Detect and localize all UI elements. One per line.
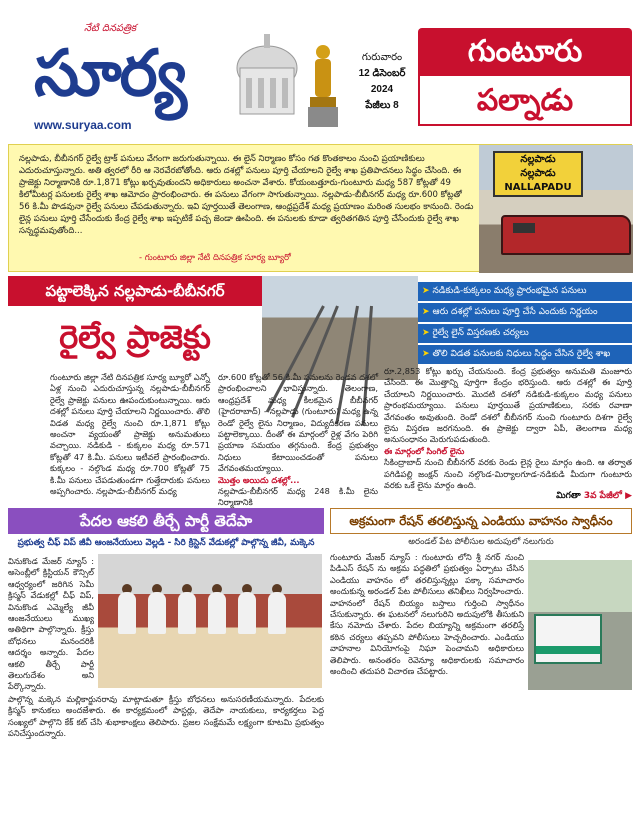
ration-story-body	[330, 552, 524, 822]
edition-region	[418, 28, 632, 126]
sign-line-3: NALLAPADU	[504, 182, 572, 193]
article-column-2	[218, 372, 378, 508]
column-3-text: రూ.2,853 కోట్లు ఖర్చు చేయనుంది. కేంద్ర ప్రభుత్వం అనుమతి మంజూరు చేసింది. ఈ మొత్తాన్ని పూర్తిగా కేంద్రం భరిస్తుంది. ఆరు దశల్లో ఈ పూర్తి చేయాలని నిర్ణయించారు. మొదటి దశలో నడికుడి-కుక్కలం మధ్య పనులు ప్రారంభమయ్యాయి. పనులు పూర్తయితే ప్రయాణికులు, సరకు రవాణా వేగవంతం అవుతుంది. రెండో దశలో బీబీనగర్ నుంచి గుంటూరు దిశగా రైల్వే లైను విస్తరణ జరగనుంది. ఈ ప్రాజెక్టు ద్వారా ఏపీ, తెలంగాణ మధ్య అనుసంధానం మెరుగుపడుతుంది.	[384, 366, 632, 445]
bullet-text: రైల్వే లైన్ విస్తరణకు చర్యలు	[432, 328, 529, 338]
meeting-photo[interactable]	[98, 554, 322, 688]
golden-statue-icon	[306, 40, 340, 128]
site-url-link[interactable]: www.suryaa.com	[34, 118, 132, 132]
tdp-story-headline: పేదల ఆకలి తీర్చే పార్టీ తెదేపా	[8, 508, 324, 534]
locomotive-image	[501, 215, 631, 255]
tdp-story-column-b	[8, 694, 324, 824]
sign-line-2: నల్లపాడు	[520, 168, 556, 179]
bullet-item	[418, 303, 632, 322]
column-1-text: గుంటూరు జిల్లా నేటి దినపత్రిక సూర్య బ్యూరో ఎన్నో ఏళ్ల నుంచి ఎదురుచూస్తున్న నల్లపాడు-బీబీనగర్ రైల్వే ప్రాజెక్టు పనులు ఊపందుకుంటున్నాయి. ఆరు దశల్లో పనులు పూర్తి చేయాలని నిర్ణయించారు. తొలి విడత మధ్య రైల్వే నుంచి రూ.1,871 కోట్లు అంచనా వ్యయంతో ప్రాజెక్టు అనుమతులు వచ్చాయి. నడికుడి - కుక్కలం మధ్య రూ.571 కోట్లతో 47 కి.మీ. పనులు ఇటీవలే ప్రారంభించారు. కుక్కలం - నల్గొండ మధ్య రూ.700 కోట్లతో 75 కి.మీ పనులు చేపడుతుండగా గుత్తేదారుకు పనులు అప్పగించారు. నల్లపాడు-బీబీనగర్ మధ్య	[50, 372, 210, 497]
bullet-item	[418, 345, 632, 364]
bullet-item	[418, 282, 632, 301]
headline-kicker: పట్టాలెక్కిన నల్లపాడు-బీబీనగర్	[8, 276, 262, 306]
railway-tracks-photo[interactable]	[262, 276, 418, 380]
continued-page: 3వ పేజీలో	[583, 491, 622, 501]
issue-date: 12 డిసెంబర్	[358, 68, 406, 79]
logo-wordmark: సూర్య	[34, 36, 185, 111]
bullet-text: నడికుడి-కుక్కలం మధ్య ప్రారంభమైన పనులు	[432, 286, 587, 296]
tdp-story-column-a	[8, 556, 94, 692]
dome-building-icon	[232, 28, 302, 124]
headline-block	[8, 276, 262, 366]
page-count: పేజీలు 8	[365, 100, 399, 111]
column-2-text: రూ.600 కోట్లతో 56 కి.మీ పనులను రెండవ దశలో ప్రారంభించాలని భావిస్తున్నారు. తెలంగాణ, ఆంధ్రప్రదేశ్ మధ్య కీలకమైన బీబీనగర్ (హైదరాబాద్) - నల్లపాడు (గుంటూరు) మధ్య ఉన్న రెండో రైల్వే లైను నిర్మాణం, విద్యుదీకరణ పనులు పట్టాలెక్కాయి. దీంతో ఈ మార్గంలో రైళ్ల వేగం పెరిగి ప్రయాణ సమయం తగ్గనుంది. కేంద్ర ప్రభుత్వం నిధులు కేటాయించడంతో పనులు వేగవంతమయ్యాయి.	[218, 372, 378, 474]
continued-label: మిగతా	[556, 491, 581, 501]
ration-story-text: గుంటూరు మేజర్ న్యూస్ : గుంటూరు లోని శ్రీ నగర్ నుంచి పిడిఎస్ రేషన్ ను అక్రమ పద్ధతిలో ప్రభుత్వం ఏర్పాటు చేసిన ఎండియు వాహనం లో తరలిస్తున్నట్లు పక్కా సమాచారం అందుకున్న అరండల్ పేట పోలీసులు తనిఖీలు నిర్వహించారు. వాహనంలో రేషన్ బియ్యం బస్తాలు గుర్తించి స్వాధీనం చేసుకున్నారు. ఈ ఘటనలో నలుగురిని అదుపులోకి తీసుకుని కేసు నమోదు చేశారు. పేదల బియ్యాన్ని అక్రమంగా తరలిస్తే కఠిన చర్యలు తప్పవని పోలీసులు హెచ్చరించారు. ఎండియు వాహనాల వినియోగంపై నిఘా పెంచామని అధికారులు తెలిపారు. అనంతరం రెవెన్యూ అధికారులకు సమాచారం అందించి తదుపరి విచారణ చేపట్టారు.	[330, 552, 524, 677]
arrow-icon: ➤	[422, 328, 430, 338]
lead-story-box	[8, 144, 632, 272]
arrow-right-icon: ▶	[625, 491, 632, 501]
headline-bullets	[418, 282, 632, 366]
van-photo[interactable]	[528, 560, 632, 690]
bullet-text: తొలి విడత పనులకు నిధులు సిద్ధం చేసిన రైల్వే శాఖ	[432, 349, 611, 359]
arrow-icon: ➤	[422, 307, 430, 317]
edition-city: గుంటూరు	[418, 28, 632, 76]
bullet-item	[418, 324, 632, 343]
column-2-tail: నల్లపాడు-బీబీనగర్ మధ్య 248 కి.మీ లైను నిర్మాణానికి	[218, 486, 378, 508]
headline-main: రైల్వే ప్రాజెక్టు	[8, 308, 262, 366]
lead-story-byline: - గుంటూరు జిల్లా నేటి దినపత్రిక సూర్య బ్యూరో	[139, 253, 291, 263]
article-column-1	[50, 372, 210, 502]
column-2-subhead: మొత్తం అయిదు దశల్లో...	[218, 474, 300, 485]
tdp-story-text-b: పాల్గొన్న మక్కెన మల్లికార్జునరావు మాట్లాడుతూ క్రీస్తు బోధనలు అనుసరణీయమన్నారు. పేదలకు క్రిస్మస్ కానుకలు అందజేశారు. ఈ కార్యక్రమంలో పాస్టర్లు, తెదేపా నాయకులు, కార్యకర్తలు పెద్ద సంఖ్యలో పాల్గొని కేక్ కట్ చేసి శుభాకాంక్షలు తెలిపారు. ప్రజల సంక్షేమమే లక్ష్యంగా కూటమి ప్రభుత్వం పనిచేస్తుందన్నారు.	[8, 694, 324, 739]
ration-story-headline: అక్రమంగా రేషన్ తరలిస్తున్న ఎండియు వాహనం స్వాధీనం	[330, 508, 632, 534]
issue-day: గురువారం	[361, 52, 403, 63]
tdp-story-text-a: వినుకొండ మేజర్ న్యూస్ : అసెంబ్లీలో క్రిస్టియన్ కౌన్సిల్ ఆధ్వర్యంలో జరిగిన సెమీ క్రిస్మస్ వేడుకల్లో చీఫ్ విప్, వినుకొండ ఎమ్మెల్యే జీవీ ఆంజనేయులు ముఖ్య అతిథిగా పాల్గొన్నారు. క్రీస్తు బోధనలు మనందరికీ ఆదర్శం అన్నారు. పేదల ఆకలి తీర్చే పార్టీ తెలుగుదేశం అని పేర్కొన్నారు.	[8, 556, 94, 692]
masthead	[0, 0, 640, 140]
lead-story-body: నల్లపాడు, బీబీనగర్ రైల్వే ట్రాక్ పనులు వేగంగా జరుగుతున్నాయి. ఈ లైన్ నిర్మాణం కోసం గత కొంతకాలం నుంచి ప్రయాణికులు ఎదురుచూస్తున్నారు. అతి త్వరలో రీరి ఆ నెరవేరబోతోంది. ఆరు దశల్లో పనులు పూర్తి చేయాలని రైల్వే శాఖ ప్రతిపాదనలు సిద్ధం చేసింది. ఈ ప్రాజెక్టు నిర్మాణానికి రూ.1,871 కోట్లు ఖర్చవుతుందని అధికారులు అంచనా వేశారు. కోయంబత్తూరు-గుంటూరు మధ్య 587 కోట్లతో 49 కిలోమీటర్ల పనులకు రైల్వే శాఖ ఆమోదం ప్రారంభించారు. ఈ పనులు వేగంగా సాగుతున్నాయి. నల్లపాడు-బీబీనగర్ మధ్య రూ.600 కోట్లతో 56 కి.మీ పొడవునా రైల్వే పనులు చేపడుతున్నారు. ఇవి పూర్తయితే తెలంగాణ, ఆంధ్రప్రదేశ్ మధ్య ప్రయాణం మరింత సులభం కానుంది. రెండు లైన్ల పనులు పూర్తి చేసేందుకు కేంద్ర రైల్వే శాఖ ఇప్పటికే పచ్చ జెండా ఊపింది. ఈ పనులకు కూడా త్వరితగతిన పూర్తి చేసేందుకు రైల్వే శాఖ సన్నద్ధమవుతోంది...	[19, 154, 474, 236]
station-sign	[493, 151, 583, 197]
date-block	[350, 50, 414, 114]
logo-tagline: నేటి దినపత్రిక	[84, 23, 137, 34]
sign-line-1: నల్లపాడు	[520, 154, 556, 165]
station-photo[interactable]	[479, 145, 633, 273]
article-column-3	[384, 366, 632, 491]
issue-year: 2024	[370, 84, 394, 95]
bullet-text: ఆరు దశల్లో పనులు పూర్తి చేసే ఎందుకు నిర్ణయం	[432, 307, 598, 317]
column-3-subhead: ఈ మార్గంలో సింగిల్ లైను	[384, 445, 465, 456]
ration-story-subhead: అరండల్ పేట పోలీసుల అదుపులో నలుగురు	[408, 537, 554, 547]
van-image	[534, 614, 602, 664]
arrow-icon: ➤	[422, 286, 430, 296]
arrow-icon: ➤	[422, 349, 430, 359]
column-3-tail: సికింద్రాబాద్ నుంచి బీబీనగర్ వరకు రెండు లైన్ల రైలు మార్గం ఉంది. ఆ తర్వాత పగిడిపల్లి జంక్షన్ నుంచి నల్గొండ-మిర్యాలగూడ-నడికుడి మీదుగా గుంటూరు వరకు ఒకే లైను మార్గం ఉంది.	[384, 457, 632, 491]
continued-page-link[interactable]	[536, 488, 632, 504]
edition-district: పల్నాడు	[418, 76, 632, 126]
tdp-story-subhead: ప్రభుత్వ చీఫ్ విప్ జీవీ ఆంజనేయులు వెల్లడి - సిరి క్రిస్టెన్ వేడుకల్లో పాల్గొన్న జీవీ, మక్కెన	[17, 538, 315, 548]
